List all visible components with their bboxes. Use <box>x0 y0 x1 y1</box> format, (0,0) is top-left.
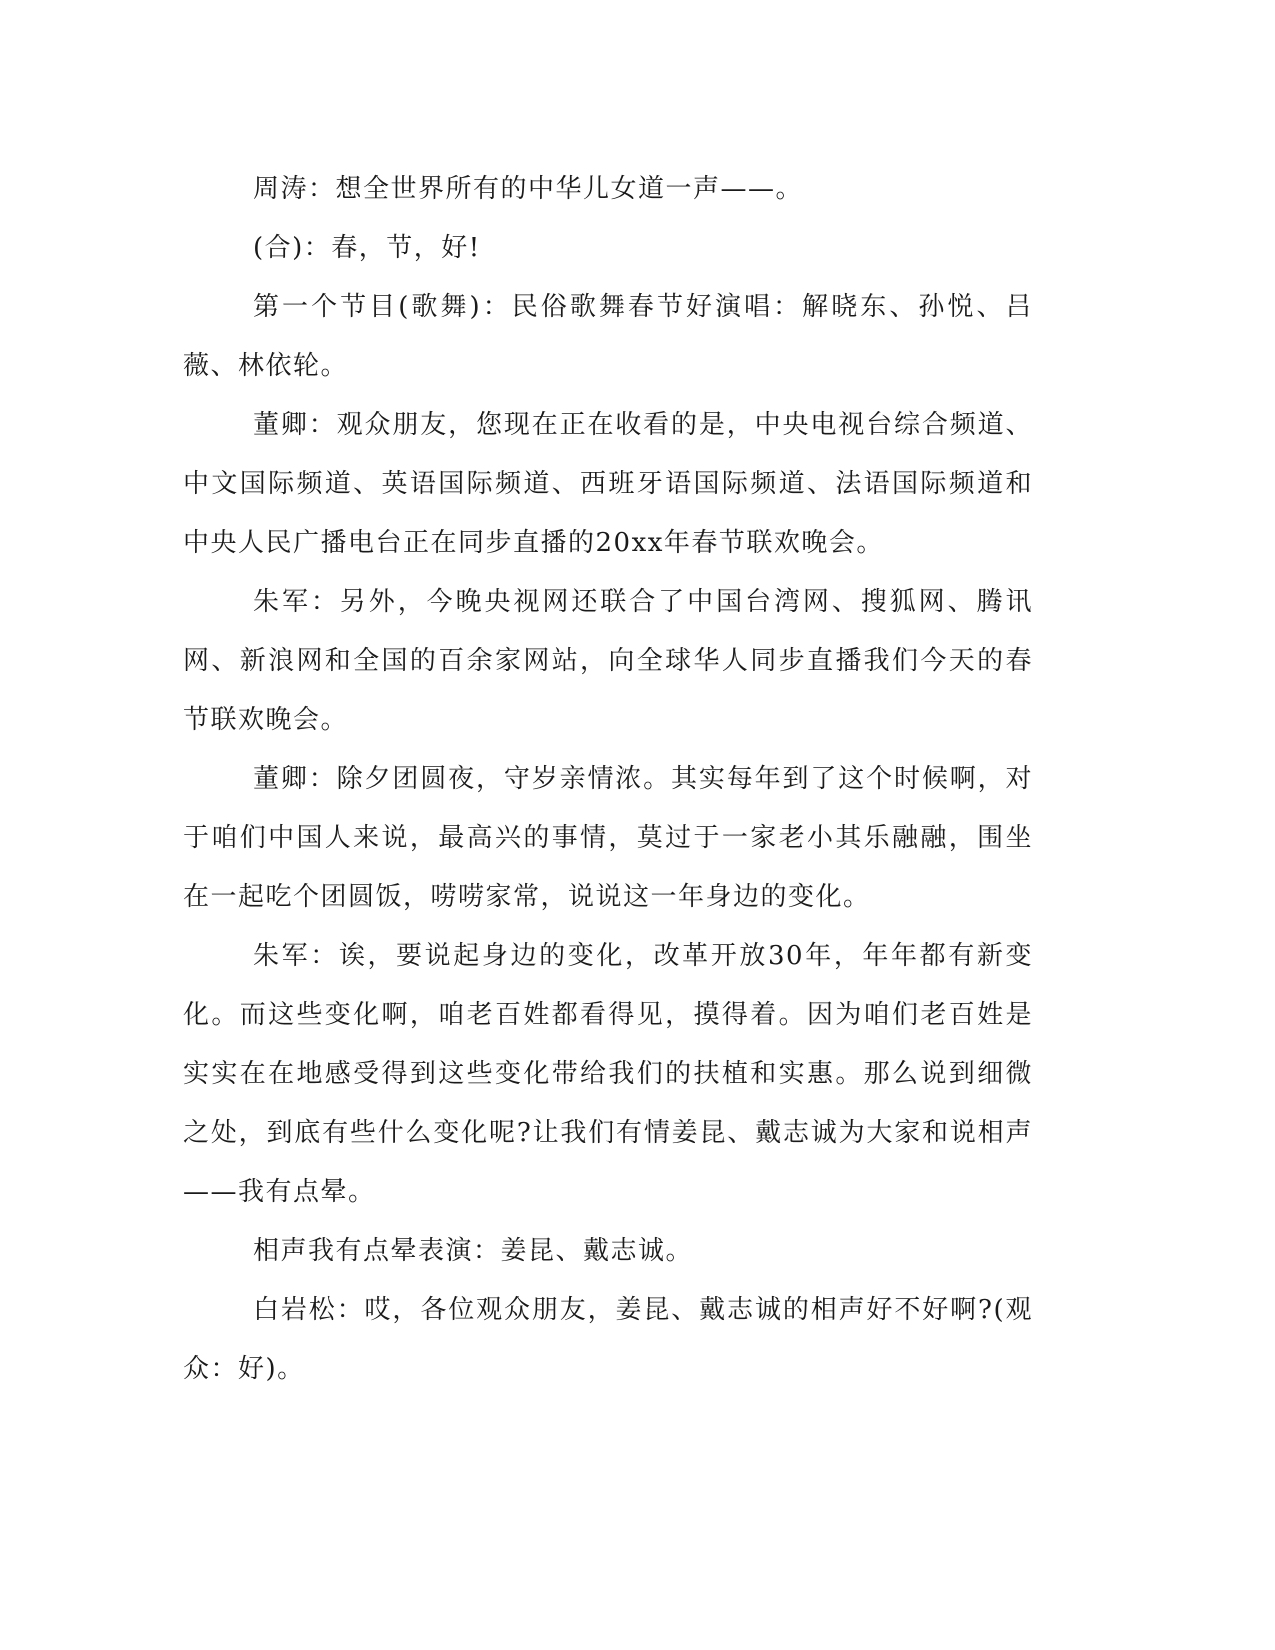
paragraph: 董卿：观众朋友，您现在正在收看的是，中央电视台综合频道、中文国际频道、英语国际频道、西班牙语国际频道、法语国际频道和中央人民广播电台正在同步直播的20xx年春节联欢晚会。 <box>183 410 1033 558</box>
document-body <box>183 160 1033 1399</box>
paragraph: 白岩松：哎，各位观众朋友，姜昆、戴志诚的相声好不好啊?(观众：好)。 <box>183 1295 1033 1384</box>
paragraph: 朱军：诶，要说起身边的变化，改革开放30年，年年都有新变化。而这些变化啊，咱老百姓都看得见，摸得着。因为咱们老百姓是实实在在地感受得到这些变化带给我们的扶植和实惠。那么说到细微之处，到底有些什么变化呢?让我们有情姜昆、戴志诚为大家和说相声——我有点晕。 <box>183 941 1033 1207</box>
paragraph: 周涛：想全世界所有的中华儿女道一声——。 <box>253 174 804 204</box>
paragraph: 相声我有点晕表演：姜昆、戴志诚。 <box>253 1236 694 1266</box>
paragraph: 董卿：除夕团圆夜，守岁亲情浓。其实每年到了这个时候啊，对于咱们中国人来说，最高兴的事情，莫过于一家老小其乐融融，围坐在一起吃个团圆饭，唠唠家常，说说这一年身边的变化。 <box>183 764 1033 912</box>
paragraph: (合)：春，节，好! <box>253 233 481 263</box>
paragraph: 朱军：另外，今晚央视网还联合了中国台湾网、搜狐网、腾讯网、新浪网和全国的百余家网站，向全球华人同步直播我们今天的春节联欢晚会。 <box>183 587 1033 735</box>
paragraph: 第一个节目(歌舞)：民俗歌舞春节好演唱：解晓东、孙悦、吕薇、林依轮。 <box>183 292 1033 381</box>
